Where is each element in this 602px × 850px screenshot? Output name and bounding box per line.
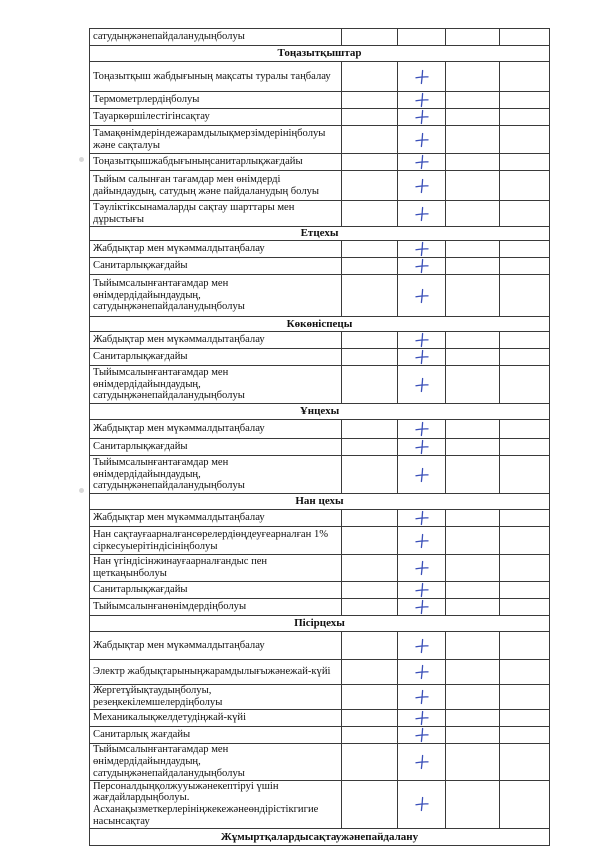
assessment-cell bbox=[500, 456, 550, 494]
checklist-row bbox=[90, 510, 550, 527]
assessment-cell bbox=[398, 62, 446, 92]
assessment-cell bbox=[446, 62, 500, 92]
assessment-cell bbox=[342, 62, 398, 92]
section-header-row bbox=[90, 494, 550, 510]
section-header-row bbox=[90, 46, 550, 62]
assessment-cell bbox=[446, 660, 500, 685]
assessment-cell bbox=[398, 632, 446, 660]
assessment-cell bbox=[398, 92, 446, 109]
section-title: Көкөніспецы bbox=[90, 317, 550, 332]
assessment-cell bbox=[342, 126, 398, 154]
assessment-cell bbox=[398, 599, 446, 616]
handwritten-plus-icon bbox=[414, 689, 430, 705]
handwritten-plus-icon bbox=[414, 664, 430, 680]
assessment-cell bbox=[446, 582, 500, 599]
handwritten-plus-icon bbox=[414, 132, 430, 148]
requirement-text: Персоналдыңқолжууыжәнекептіруі үшін жағдайлардыңболуы. Асханақызметкерлерініңжекежәнеөндірістікгигие насынсақтау bbox=[90, 780, 342, 828]
assessment-cell bbox=[342, 420, 398, 439]
checklist-row bbox=[90, 710, 550, 727]
assessment-cell bbox=[342, 241, 398, 258]
assessment-cell bbox=[398, 154, 446, 171]
assessment-cell bbox=[342, 366, 398, 404]
checklist-row bbox=[90, 332, 550, 349]
assessment-cell bbox=[500, 201, 550, 227]
assessment-cell bbox=[342, 109, 398, 126]
assessment-cell bbox=[342, 439, 398, 456]
assessment-cell bbox=[398, 780, 446, 828]
assessment-cell bbox=[500, 632, 550, 660]
requirement-text: Электр жабдықтарыныңжарамдылығыжәнежай-күйі bbox=[90, 660, 342, 685]
assessment-cell bbox=[342, 29, 398, 46]
requirement-text: Тоңазытқышжабдығыныңсанитарлықжағдайы bbox=[90, 154, 342, 171]
assessment-cell bbox=[342, 258, 398, 275]
assessment-cell bbox=[398, 258, 446, 275]
checklist-row bbox=[90, 439, 550, 456]
assessment-cell bbox=[446, 171, 500, 201]
checklist-row bbox=[90, 420, 550, 439]
assessment-cell bbox=[500, 275, 550, 317]
checklist-row bbox=[90, 154, 550, 171]
assessment-cell bbox=[446, 92, 500, 109]
assessment-cell bbox=[342, 555, 398, 582]
checklist-row bbox=[90, 582, 550, 599]
inspection-checklist-table bbox=[89, 28, 550, 846]
assessment-cell bbox=[342, 780, 398, 828]
assessment-cell bbox=[398, 582, 446, 599]
assessment-cell bbox=[446, 599, 500, 616]
requirement-text: Санитарлықжағдайы bbox=[90, 349, 342, 366]
assessment-cell bbox=[446, 154, 500, 171]
requirement-text: Жабдықтар мен мүкәммалдытаңбалау bbox=[90, 332, 342, 349]
assessment-cell bbox=[500, 366, 550, 404]
assessment-cell bbox=[500, 154, 550, 171]
assessment-cell bbox=[398, 439, 446, 456]
assessment-cell bbox=[500, 258, 550, 275]
handwritten-plus-icon bbox=[414, 796, 430, 812]
assessment-cell bbox=[500, 126, 550, 154]
assessment-cell bbox=[342, 349, 398, 366]
requirement-text: Нан үгіндісінжинауғаарналғандыс пен щеткаңынболуы bbox=[90, 555, 342, 582]
assessment-cell bbox=[342, 527, 398, 555]
section-header-row bbox=[90, 404, 550, 420]
requirement-text: Тыйымсалынғанөнімдердіңболуы bbox=[90, 599, 342, 616]
handwritten-plus-icon bbox=[414, 349, 430, 365]
assessment-cell bbox=[342, 710, 398, 727]
section-title: Тоңазытқыштар bbox=[90, 46, 550, 62]
assessment-cell bbox=[500, 710, 550, 727]
assessment-cell bbox=[446, 332, 500, 349]
handwritten-plus-icon bbox=[414, 421, 430, 437]
assessment-cell bbox=[446, 241, 500, 258]
handwritten-plus-icon bbox=[414, 241, 430, 257]
checklist-row bbox=[90, 727, 550, 744]
requirement-text: Жергетұйықтаудыңболуы, резеңкекілемшелердіңболуы bbox=[90, 685, 342, 710]
assessment-cell bbox=[446, 632, 500, 660]
section-header-row bbox=[90, 227, 550, 241]
assessment-cell bbox=[398, 685, 446, 710]
section-title: Жұмыртқалардысақтаужәнепайдалану bbox=[90, 829, 550, 846]
checklist-row bbox=[90, 744, 550, 781]
assessment-cell bbox=[342, 599, 398, 616]
assessment-cell bbox=[342, 332, 398, 349]
checklist-row bbox=[90, 275, 550, 317]
assessment-cell bbox=[342, 456, 398, 494]
assessment-cell bbox=[342, 275, 398, 317]
assessment-cell bbox=[398, 29, 446, 46]
checklist-row bbox=[90, 527, 550, 555]
handwritten-plus-icon bbox=[414, 710, 430, 726]
requirement-text: Тыйым салынған тағамдар мен өнімдерді дайындаудың, сатудың және пайдаланудың болуы bbox=[90, 171, 342, 201]
assessment-cell bbox=[342, 744, 398, 781]
assessment-cell bbox=[342, 154, 398, 171]
assessment-cell bbox=[446, 439, 500, 456]
assessment-cell bbox=[398, 510, 446, 527]
checklist-row bbox=[90, 241, 550, 258]
checklist-row bbox=[90, 92, 550, 109]
assessment-cell bbox=[500, 241, 550, 258]
assessment-cell bbox=[500, 660, 550, 685]
assessment-cell bbox=[446, 29, 500, 46]
handwritten-plus-icon bbox=[414, 258, 430, 274]
assessment-cell bbox=[342, 660, 398, 685]
checklist-row bbox=[90, 660, 550, 685]
assessment-cell bbox=[446, 685, 500, 710]
section-title: Нан цехы bbox=[90, 494, 550, 510]
punch-hole-mark bbox=[79, 157, 84, 162]
assessment-cell bbox=[398, 555, 446, 582]
requirement-text: Тыйымсалынғантағамдар мен өнімдердідайындаудың, сатудыңжәнепайдаланудыңболуы bbox=[90, 275, 342, 317]
handwritten-plus-icon bbox=[414, 727, 430, 743]
section-header-row bbox=[90, 829, 550, 846]
assessment-cell bbox=[446, 555, 500, 582]
checklist-row bbox=[90, 201, 550, 227]
assessment-cell bbox=[500, 109, 550, 126]
assessment-cell bbox=[398, 527, 446, 555]
assessment-cell bbox=[500, 349, 550, 366]
handwritten-plus-icon bbox=[414, 92, 430, 108]
assessment-cell bbox=[342, 582, 398, 599]
requirement-text: Жабдықтар мен мүкәммалдытаңбалау bbox=[90, 420, 342, 439]
handwritten-plus-icon bbox=[414, 109, 430, 125]
assessment-cell bbox=[398, 420, 446, 439]
section-header-row bbox=[90, 317, 550, 332]
assessment-cell bbox=[500, 62, 550, 92]
requirement-text: сатудыңжәнепайдаланудыңболуы bbox=[90, 29, 342, 46]
assessment-cell bbox=[500, 332, 550, 349]
assessment-cell bbox=[446, 349, 500, 366]
assessment-cell bbox=[446, 109, 500, 126]
assessment-cell bbox=[398, 275, 446, 317]
assessment-cell bbox=[500, 439, 550, 456]
assessment-cell bbox=[500, 420, 550, 439]
handwritten-plus-icon bbox=[414, 510, 430, 526]
assessment-cell bbox=[342, 171, 398, 201]
assessment-cell bbox=[398, 126, 446, 154]
assessment-cell bbox=[446, 258, 500, 275]
section-title: Етцехы bbox=[90, 227, 550, 241]
assessment-cell bbox=[342, 685, 398, 710]
assessment-cell bbox=[500, 510, 550, 527]
handwritten-plus-icon bbox=[414, 560, 430, 576]
handwritten-plus-icon bbox=[414, 754, 430, 770]
assessment-cell bbox=[500, 727, 550, 744]
assessment-cell bbox=[500, 685, 550, 710]
requirement-text: Тыйымсалынғантағамдар мен өнімдердідайындаудың, сатудыңжәнепайдаланудыңболуы bbox=[90, 456, 342, 494]
requirement-text: Тәуліктіксынамаларды сақтау шарттары мен дұрыстығы bbox=[90, 201, 342, 227]
handwritten-plus-icon bbox=[414, 467, 430, 483]
assessment-cell bbox=[500, 555, 550, 582]
assessment-cell bbox=[398, 366, 446, 404]
handwritten-plus-icon bbox=[414, 206, 430, 222]
handwritten-plus-icon bbox=[414, 178, 430, 194]
checklist-row bbox=[90, 29, 550, 46]
requirement-text: Жабдықтар мен мүкәммалдытаңбалау bbox=[90, 632, 342, 660]
assessment-cell bbox=[342, 201, 398, 227]
assessment-cell bbox=[446, 366, 500, 404]
checklist-row bbox=[90, 109, 550, 126]
section-title: Ұнцехы bbox=[90, 404, 550, 420]
handwritten-plus-icon bbox=[414, 582, 430, 598]
checklist-row bbox=[90, 366, 550, 404]
requirement-text: Жабдықтар мен мүкәммалдытаңбалау bbox=[90, 510, 342, 527]
checklist-row bbox=[90, 599, 550, 616]
assessment-cell bbox=[500, 599, 550, 616]
assessment-cell bbox=[500, 92, 550, 109]
assessment-cell bbox=[446, 420, 500, 439]
requirement-text: Тоңазытқыш жабдығының мақсаты туралы таңбалау bbox=[90, 62, 342, 92]
assessment-cell bbox=[446, 727, 500, 744]
checklist-row bbox=[90, 456, 550, 494]
assessment-cell bbox=[398, 201, 446, 227]
handwritten-plus-icon bbox=[414, 154, 430, 170]
assessment-cell bbox=[446, 780, 500, 828]
checklist-row bbox=[90, 780, 550, 828]
assessment-cell bbox=[500, 780, 550, 828]
handwritten-plus-icon bbox=[414, 377, 430, 393]
section-header-row bbox=[90, 616, 550, 632]
requirement-text: Нан сақтауғаарналғансөрелердіөңдеуғеарналған 1% сіркесуыерітіндісініңболуы bbox=[90, 527, 342, 555]
assessment-cell bbox=[398, 660, 446, 685]
assessment-cell bbox=[398, 332, 446, 349]
assessment-cell bbox=[446, 456, 500, 494]
requirement-text: Санитарлықжағдайы bbox=[90, 258, 342, 275]
assessment-cell bbox=[398, 456, 446, 494]
requirement-text: Механикалықжелдетудіңжай-күйі bbox=[90, 710, 342, 727]
handwritten-plus-icon bbox=[414, 332, 430, 348]
handwritten-plus-icon bbox=[414, 439, 430, 455]
assessment-cell bbox=[398, 109, 446, 126]
requirement-text: Тауаркөршілестігінсақтау bbox=[90, 109, 342, 126]
assessment-cell bbox=[342, 632, 398, 660]
assessment-cell bbox=[446, 710, 500, 727]
requirement-text: Санитарлықжағдайы bbox=[90, 439, 342, 456]
assessment-cell bbox=[342, 92, 398, 109]
checklist-row bbox=[90, 126, 550, 154]
requirement-text: Жабдықтар мен мүкәммалдытаңбалау bbox=[90, 241, 342, 258]
checklist-row bbox=[90, 349, 550, 366]
assessment-cell bbox=[342, 727, 398, 744]
handwritten-plus-icon bbox=[414, 288, 430, 304]
assessment-cell bbox=[446, 126, 500, 154]
assessment-cell bbox=[398, 349, 446, 366]
assessment-cell bbox=[446, 527, 500, 555]
assessment-cell bbox=[446, 201, 500, 227]
section-title: Пісірцехы bbox=[90, 616, 550, 632]
requirement-text: Тыйымсалынғантағамдар мен өнімдердідайындаудың, сатудыңжәнепайдаланудыңболуы bbox=[90, 744, 342, 781]
checklist-row bbox=[90, 62, 550, 92]
punch-hole-mark bbox=[79, 488, 84, 493]
assessment-cell bbox=[500, 29, 550, 46]
assessment-cell bbox=[500, 171, 550, 201]
assessment-cell bbox=[398, 727, 446, 744]
assessment-cell bbox=[398, 241, 446, 258]
requirement-text: Санитарлық жағдайы bbox=[90, 727, 342, 744]
requirement-text: Санитарлықжағдайы bbox=[90, 582, 342, 599]
requirement-text: Тыйымсалынғантағамдар мен өнімдердідайындаудың, сатудыңжәнепайдаланудыңболуы bbox=[90, 366, 342, 404]
assessment-cell bbox=[446, 510, 500, 527]
assessment-cell bbox=[446, 744, 500, 781]
checklist-row bbox=[90, 685, 550, 710]
assessment-cell bbox=[500, 527, 550, 555]
assessment-cell bbox=[500, 744, 550, 781]
assessment-cell bbox=[446, 275, 500, 317]
assessment-cell bbox=[398, 744, 446, 781]
assessment-cell bbox=[398, 710, 446, 727]
requirement-text: Термометрлердіңболуы bbox=[90, 92, 342, 109]
assessment-cell bbox=[398, 171, 446, 201]
handwritten-plus-icon bbox=[414, 69, 430, 85]
assessment-cell bbox=[342, 510, 398, 527]
handwritten-plus-icon bbox=[414, 638, 430, 654]
handwritten-plus-icon bbox=[414, 533, 430, 549]
requirement-text: Тамақөнімдеріндежарамдылықмерзімдерініңболуы және сақталуы bbox=[90, 126, 342, 154]
handwritten-plus-icon bbox=[414, 599, 430, 615]
checklist-row bbox=[90, 258, 550, 275]
checklist-row bbox=[90, 632, 550, 660]
checklist-row bbox=[90, 171, 550, 201]
checklist-row bbox=[90, 555, 550, 582]
assessment-cell bbox=[500, 582, 550, 599]
